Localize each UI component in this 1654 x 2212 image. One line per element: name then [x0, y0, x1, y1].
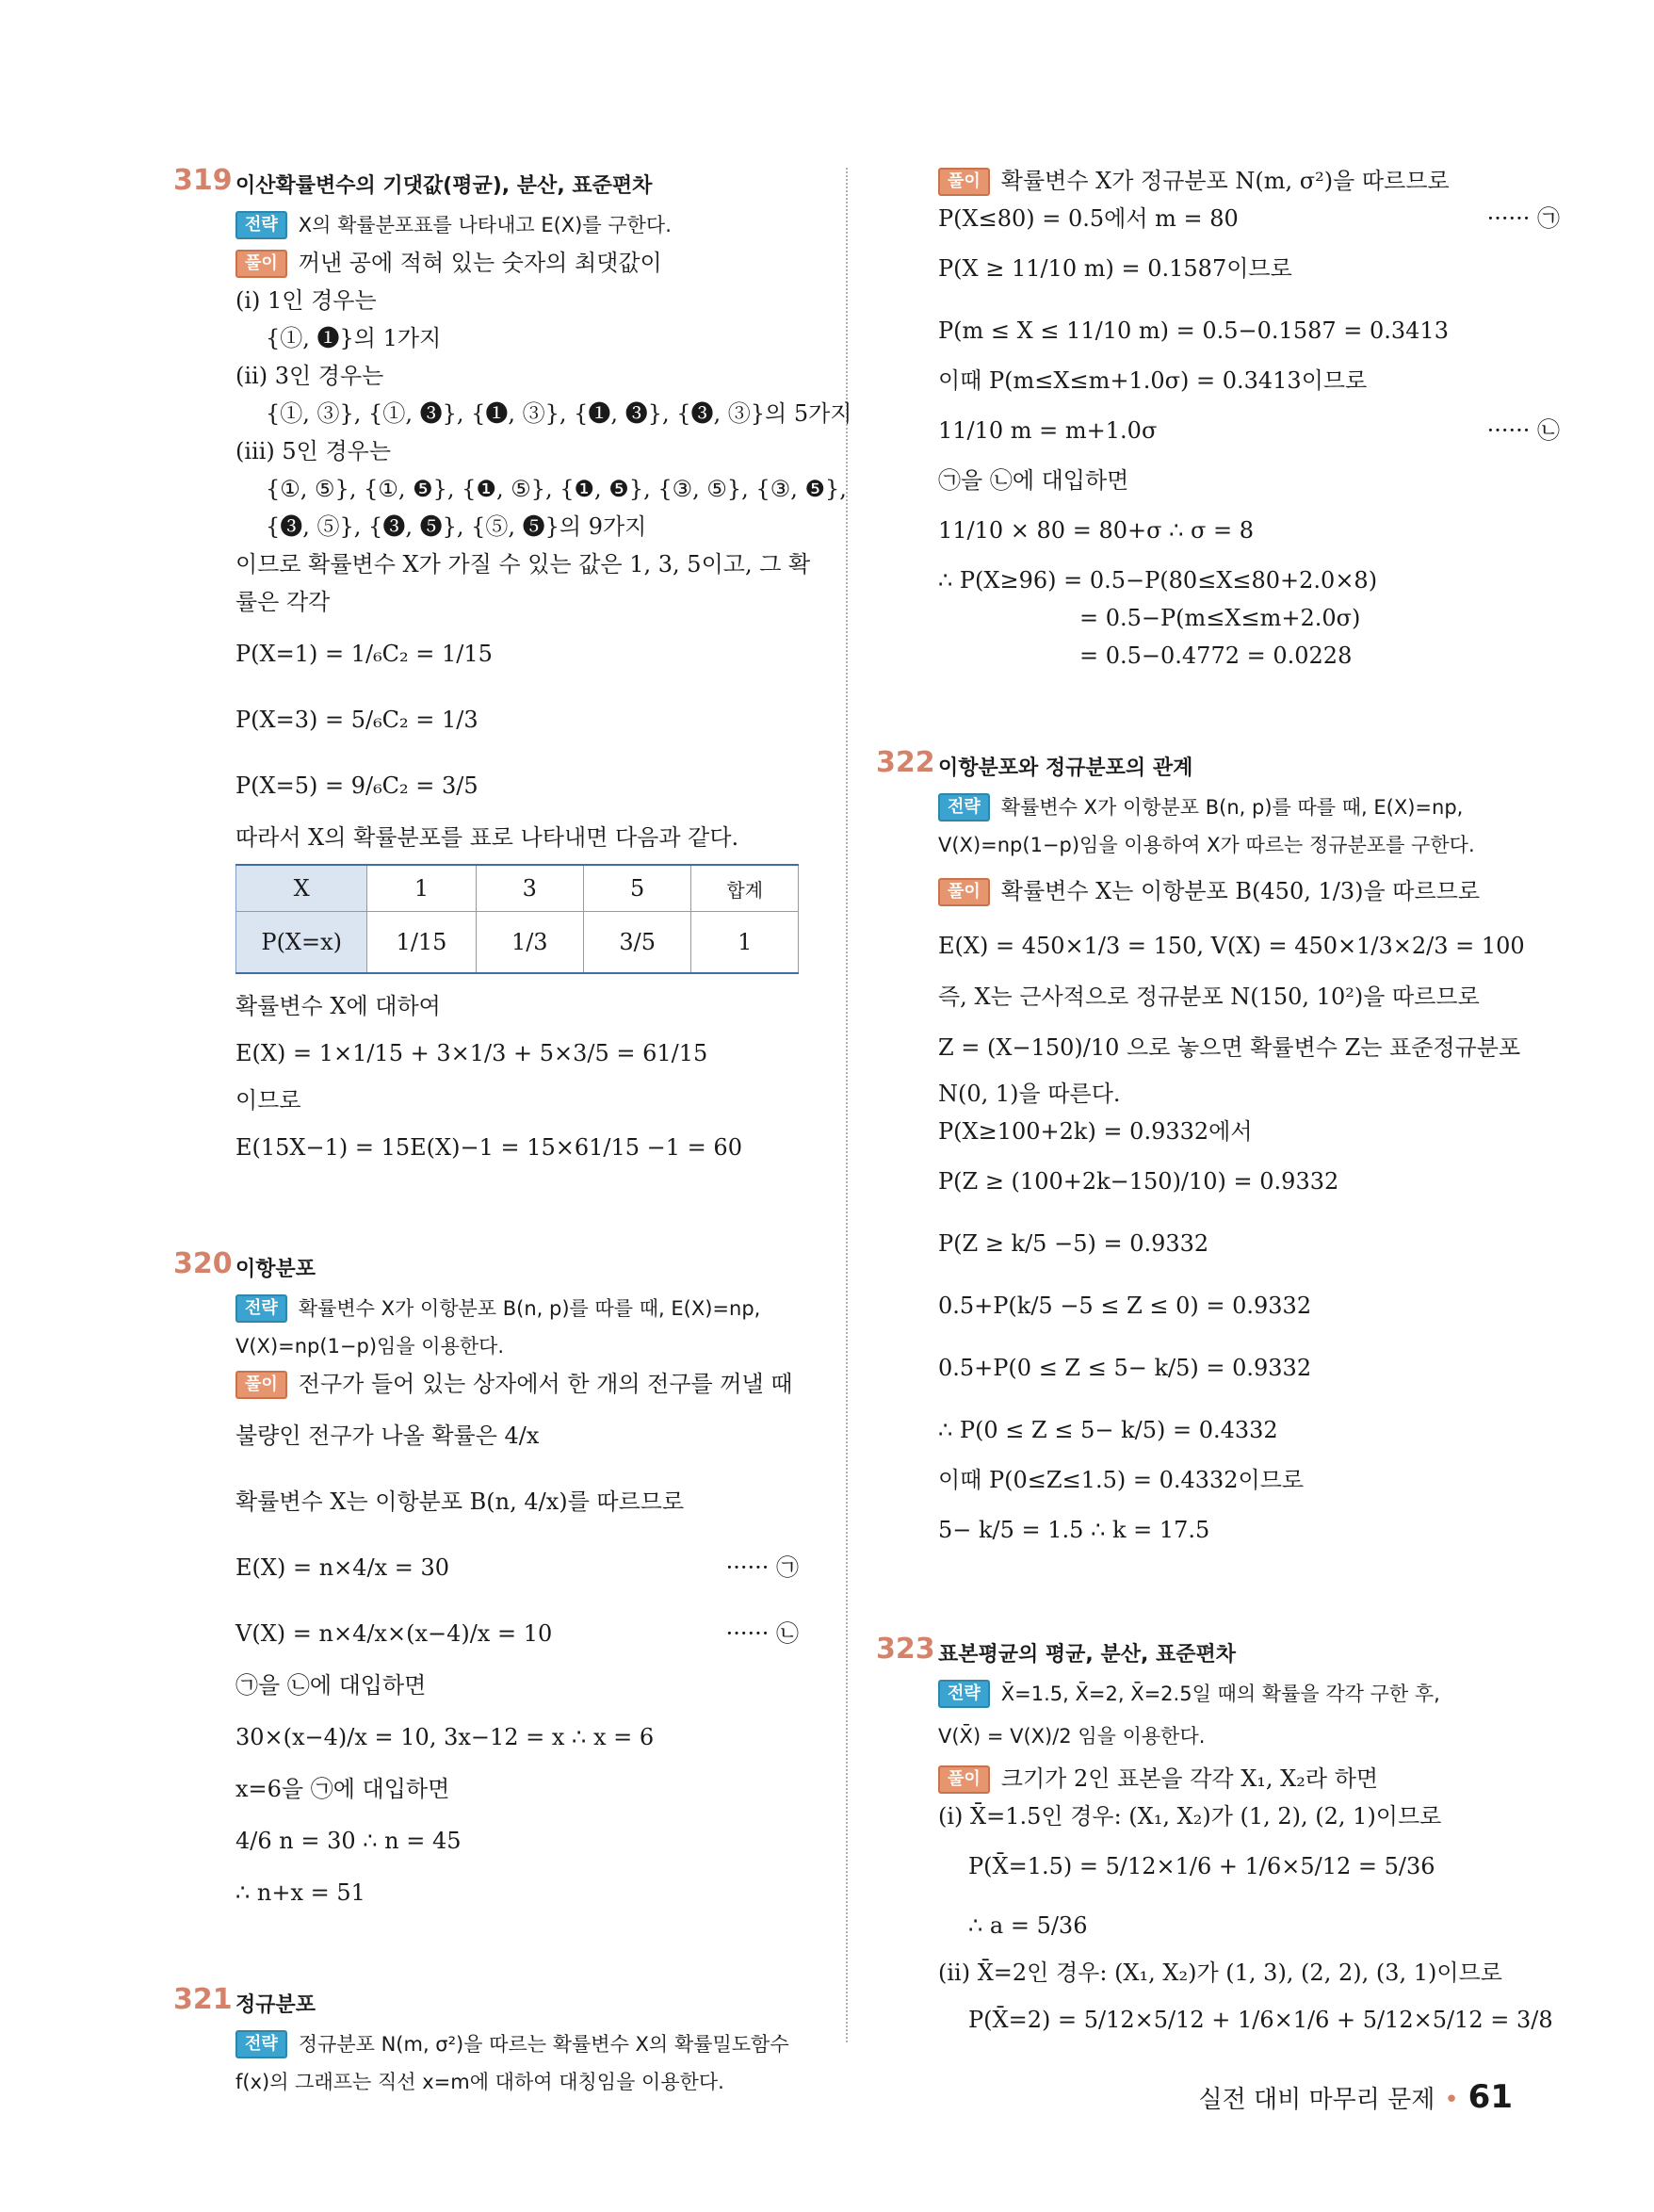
strategy-line: [235, 1289, 799, 1327]
problem-header: [173, 1983, 799, 2025]
table-header-cell: 5: [583, 865, 690, 912]
strategy-text: 확률변수 X가 이항분포 B(n, p)를 따를 때, E(X)=np,: [1000, 796, 1464, 819]
text-line: 즉, X는 근사적으로 정규분포 N(150, 10²)을 따르므로: [938, 984, 1480, 1010]
text-line: x=6을 ㉠에 대입하면: [235, 1776, 450, 1802]
solution-text: 전구가 들어 있는 상자에서 한 개의 전구를 꺼낼 때: [298, 1371, 793, 1397]
solution-tag: 풀이: [235, 250, 287, 278]
table-header-cell: 3: [476, 865, 583, 912]
problem-number: 322: [876, 746, 935, 779]
case-2: (ii) X̄=2인 경우: (X₁, X₂)가 (1, 3), (2, 2), (3, 1)이므로: [938, 1960, 1502, 1986]
table-cell: 1: [691, 912, 799, 974]
case-2-detail: {①, ③}, {①, ❸}, {❶, ③}, {❶, ❸}, {❸, ③}의 5가지: [266, 400, 852, 427]
text-line: 이므로: [235, 1087, 301, 1114]
solution-line: [938, 162, 1560, 200]
text-line: 이므로 확률변수 X가 가질 수 있는 값은 1, 3, 5이고, 그 확: [235, 551, 811, 577]
equation: 30×(x−4)/x = 10, 3x−12 = x ∴ x = 6: [235, 1724, 655, 1750]
solution-tag: 풀이: [938, 1765, 990, 1794]
solution-text: 확률변수 X는 이항분포 B(450, 1/3)을 따르므로: [1000, 878, 1481, 904]
table-header-row: [236, 865, 799, 912]
equation: P(Z ≥ (100+2k−150)/10) = 0.9332: [938, 1168, 1339, 1195]
problem-322: [876, 746, 1560, 1561]
equation: P(X=1) = 1/₆C₂ = 1/15: [235, 641, 493, 667]
text-line: 이때 P(m≤X≤m+1.0σ) = 0.3413이므로: [938, 367, 1368, 394]
equation-text: P(X≤80) = 0.5에서 m = 80: [938, 205, 1239, 232]
table-cell: 1/15: [367, 912, 476, 974]
equation: E(X) = 1×1/15 + 3×1/3 + 5×3/5 = 61/15: [235, 1040, 708, 1066]
equation: 0.5+P(k/5 −5 ≤ Z ≤ 0) = 0.9332: [938, 1293, 1312, 1319]
problem-number: 319: [173, 164, 233, 197]
strategy-line: [235, 205, 799, 244]
equation: P(X=3) = 5/₆C₂ = 1/3: [235, 707, 478, 733]
equation: ∴ a = 5/36: [968, 1912, 1088, 1939]
problem-title: 이산확률변수의 기댓값(평균), 분산, 표준편차: [235, 174, 653, 198]
table-header-cell: 1: [367, 865, 476, 912]
equation-text: E(X) = n×4/x = 30: [235, 1554, 450, 1581]
solution-line: [938, 864, 1560, 919]
strategy-text: 확률변수 X가 이항분포 B(n, p)를 따를 때, E(X)=np,: [298, 1297, 761, 1320]
strategy-text: X̄=1.5, X̄=2, X̄=2.5일 때의 확률을 각각 구한 후,: [1000, 1683, 1440, 1705]
problem-number: 320: [173, 1247, 233, 1280]
text-line: 확률변수 X에 대하여: [235, 993, 441, 1019]
equation-marker: ······ ㉡: [1486, 417, 1560, 444]
solution-tag: 풀이: [938, 168, 990, 196]
case-1: (i) X̄=1.5인 경우: (X₁, X₂)가 (1, 2), (2, 1)이므로: [938, 1803, 1442, 1830]
equation: = 0.5−0.4772 = 0.0228: [1079, 642, 1353, 669]
equation: 11/10 × 80 = 80+σ ∴ σ = 8: [938, 517, 1255, 544]
right-column: [876, 162, 1560, 2048]
equation-marker: ······ ㉠: [725, 1554, 799, 1581]
equation: E(X) = 450×1/3 = 150, V(X) = 450×1/3×2/3 = 100: [938, 933, 1525, 959]
solution-line: [235, 244, 799, 282]
equation: P(Z ≥ k/5 −5) = 0.9332: [938, 1230, 1209, 1257]
case-2: (ii) 3인 경우는: [235, 363, 384, 389]
text-line: 이때 P(0≤Z≤1.5) = 0.4332이므로: [938, 1467, 1305, 1493]
case-3: (iii) 5인 경우는: [235, 438, 392, 464]
text-line: 률은 각각: [235, 589, 331, 615]
problem-title: 정규분포: [235, 1993, 316, 2017]
problem-header: [876, 746, 1560, 788]
equation: P(X̄=2) = 5/12×5/12 + 1/6×1/6 + 5/12×5/12 = 3/8: [968, 2007, 1553, 2033]
solution-text: 확률변수 X가 정규분포 N(m, σ²)을 따르므로: [1000, 168, 1450, 194]
equation: 4/6 n = 30 ∴ n = 45: [235, 1828, 462, 1854]
table-cell: 1/3: [476, 912, 583, 974]
equation: ∴ n+x = 51: [235, 1879, 365, 1906]
equation-text: V(X) = n×4/x×(x−4)/x = 10: [235, 1620, 553, 1647]
distribution-table: [235, 864, 799, 974]
equation: [235, 1535, 799, 1601]
problem-number: 323: [876, 1633, 935, 1666]
equation: [938, 399, 1560, 462]
column-divider: [846, 168, 848, 2042]
problem-number: 321: [173, 1983, 233, 2016]
strategy-tag: 전략: [235, 211, 287, 239]
equation: = 0.5−P(m≤X≤m+2.0σ): [1079, 605, 1361, 631]
strategy-text-2: V(X̄) = V(X)/2 임을 이용한다.: [938, 1725, 1206, 1748]
equation: P(X=5) = 9/₆C₂ = 3/5: [235, 773, 478, 799]
problem-title: 이항분포와 정규분포의 관계: [938, 756, 1193, 780]
table-cell: P(X=x): [236, 912, 367, 974]
problem-header: [173, 164, 799, 205]
text-line: 불량인 전구가 나올 확률은 4/x: [235, 1423, 540, 1449]
strategy-text-2: V(X)=np(1−p)임을 이용하여 X가 따르는 정규분포를 구한다.: [938, 834, 1475, 856]
equation: P(m ≤ X ≤ 11/10 m) = 0.5−0.1587 = 0.3413: [938, 317, 1449, 344]
problem-321-solution: [938, 162, 1560, 675]
solution-text: 크기가 2인 표본을 각각 X₁, X₂라 하면: [1000, 1765, 1379, 1792]
equation: [938, 200, 1560, 237]
case-3-detail: {①, ⑤}, {①, ❺}, {❶, ⑤}, {❶, ❺}, {③, ⑤}, {③, ❺},: [266, 476, 847, 502]
equation: ∴ P(X≥96) = 0.5−P(80≤X≤80+2.0×8): [938, 567, 1378, 594]
strategy-tag: 전략: [235, 1294, 287, 1323]
section-title: 실전 대비 마무리 문제: [1198, 2086, 1435, 2114]
equation: 0.5+P(0 ≤ Z ≤ 5− k/5) = 0.9332: [938, 1355, 1312, 1381]
problem-323: [876, 1633, 1560, 2048]
equation: 5− k/5 = 1.5 ∴ k = 17.5: [938, 1517, 1210, 1543]
strategy-text: 정규분포 N(m, σ²)을 따르는 확률변수 X의 확률밀도함수: [298, 2033, 789, 2056]
solution-line: [938, 1760, 1560, 1797]
problem-title: 이항분포: [235, 1258, 316, 1281]
text-line: ㉠을 ㉡에 대입하면: [235, 1672, 427, 1699]
strategy-text-2: V(X)=np(1−p)임을 이용한다.: [235, 1335, 505, 1358]
problem-320: [173, 1247, 799, 1911]
case-3-detail-2: {❸, ⑤}, {❸, ❺}, {⑤, ❺}의 9가지: [266, 513, 647, 540]
equation-text: 11/10 m = m+1.0σ: [938, 417, 1158, 444]
solution-tag: 풀이: [235, 1371, 287, 1399]
text-line: 따라서 X의 확률분포를 표로 나타내면 다음과 같다.: [235, 824, 739, 851]
solution-text: 꺼낸 공에 적혀 있는 숫자의 최댓값이: [298, 250, 662, 276]
problem-header: [876, 1633, 1560, 1674]
strategy-line: [938, 1674, 1560, 1713]
equation-marker: ······ ㉠: [1486, 205, 1560, 232]
text-line: 확률변수 X는 이항분포 B(n, 4/x)를 따르므로: [235, 1488, 685, 1515]
problem-title: 표본평균의 평균, 분산, 표준편차: [938, 1643, 1236, 1667]
equation: P(X≥100+2k) = 0.9332에서: [938, 1118, 1253, 1145]
strategy-text: X의 확률분포표를 나타내고 E(X)를 구한다.: [298, 214, 672, 236]
page-number: 61: [1468, 2078, 1513, 2116]
table-header-cell: 합계: [691, 865, 799, 912]
equation-marker: ······ ㉡: [725, 1620, 799, 1647]
strategy-tag: 전략: [938, 1680, 990, 1708]
strategy-text-2: f(x)의 그래프는 직선 x=m에 대하여 대칭임을 이용한다.: [235, 2071, 724, 2093]
case-1-detail: {①, ❶}의 1가지: [266, 325, 442, 351]
solution-line: [235, 1365, 799, 1403]
problem-319: [173, 164, 852, 1176]
solution-tag: 풀이: [938, 878, 990, 906]
strategy-line: [235, 2025, 799, 2063]
page-footer: [1198, 2078, 1513, 2116]
problem-header: [173, 1247, 799, 1289]
problem-321: [173, 1983, 799, 2101]
strategy-tag: 전략: [235, 2030, 287, 2058]
table-row: [236, 912, 799, 974]
equation: [235, 1601, 799, 1667]
table-cell: 3/5: [583, 912, 690, 974]
strategy-line: [938, 788, 1560, 826]
text-line: ㉠을 ㉡에 대입하면: [938, 467, 1129, 494]
equation: P(X ≥ 11/10 m) = 0.1587이므로: [938, 255, 1292, 282]
equation: P(X̄=1.5) = 5/12×1/6 + 1/6×5/12 = 5/36: [968, 1853, 1435, 1879]
strategy-tag: 전략: [938, 793, 990, 821]
equation: ∴ P(0 ≤ Z ≤ 5− k/5) = 0.4332: [938, 1417, 1278, 1443]
equation: Z = (X−150)/10 으로 놓으면 확률변수 Z는 표준정규분포: [938, 1034, 1521, 1061]
case-1: (i) 1인 경우는: [235, 287, 377, 314]
equation: E(15X−1) = 15E(X)−1 = 15×61/15 −1 = 60: [235, 1134, 742, 1161]
table-header-cell: X: [236, 865, 367, 912]
bullet-icon: •: [1444, 2086, 1459, 2114]
text-line: N(0, 1)을 따른다.: [938, 1081, 1121, 1107]
left-column: [173, 164, 852, 2101]
